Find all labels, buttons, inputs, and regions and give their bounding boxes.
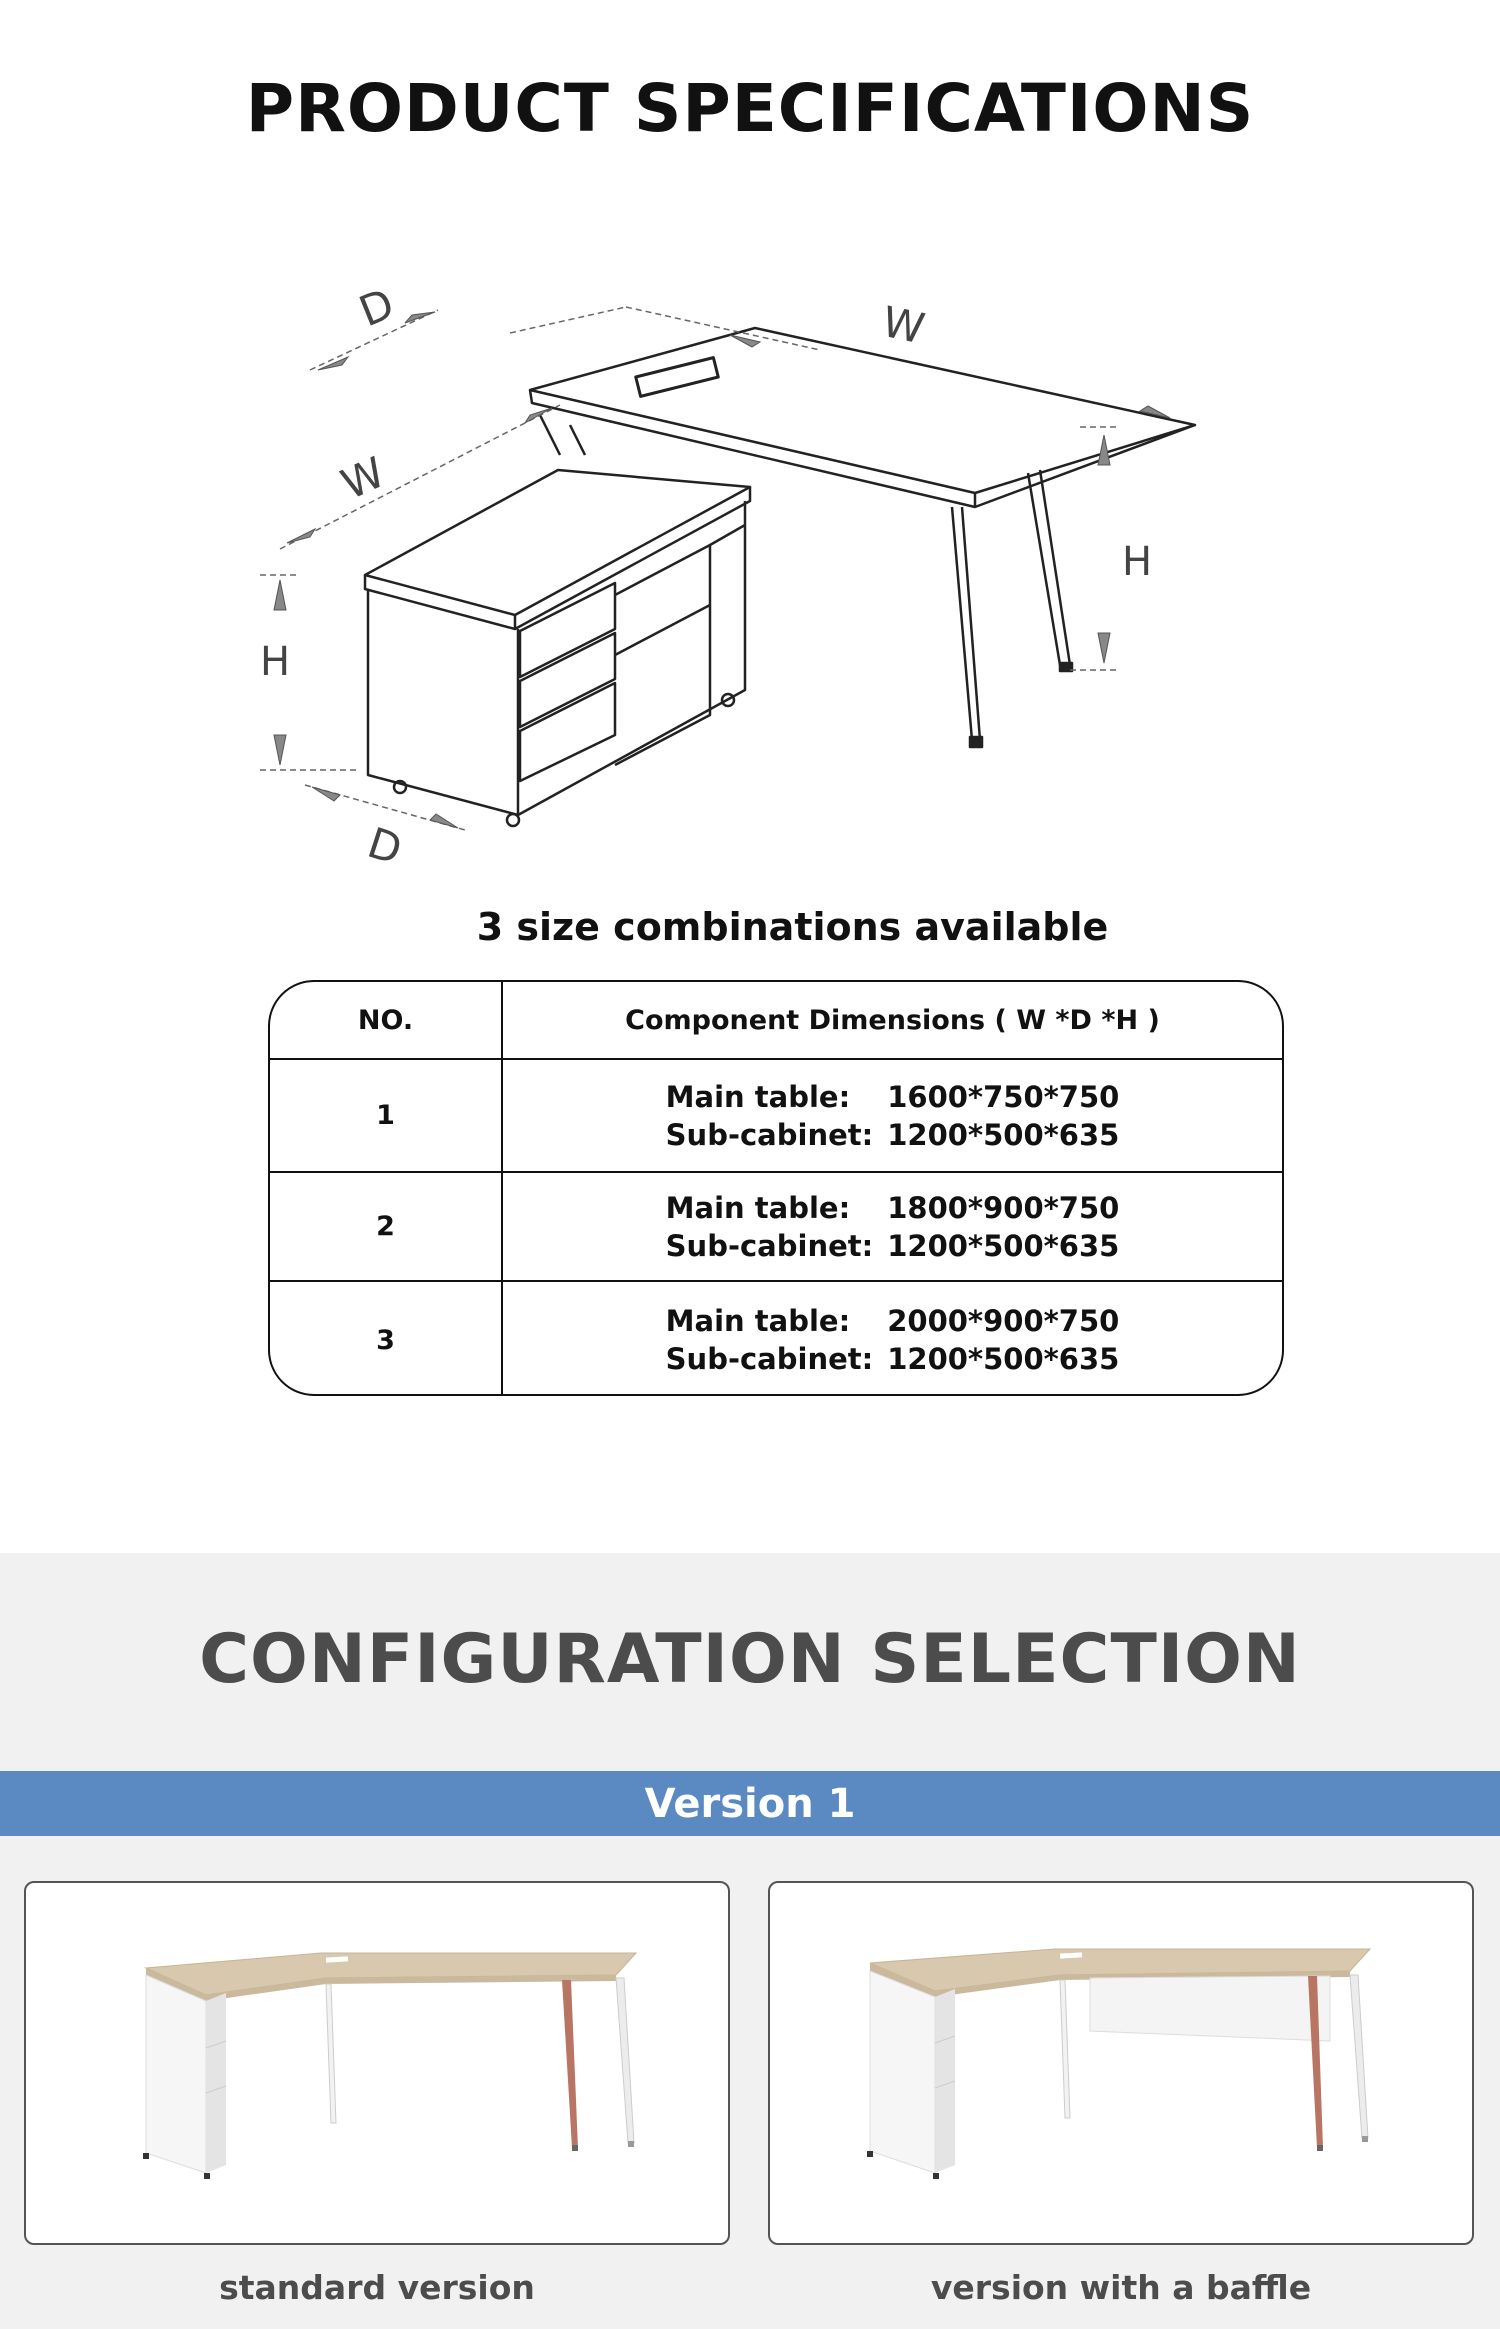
- main-table-top: [530, 328, 1195, 493]
- column-header-no: NO.: [270, 982, 503, 1058]
- main-table-leg: [1028, 470, 1070, 665]
- main-table-label: Main table:: [665, 1304, 851, 1338]
- width-label-main: W: [877, 296, 929, 354]
- drawer: [520, 683, 615, 781]
- sub-cabinet-value: 1200*500*635: [887, 1228, 1120, 1263]
- main-table-label: Main table:: [665, 1079, 851, 1114]
- table-header-row: [270, 982, 1282, 1060]
- baffle-version-caption: version with a baffle: [930, 2268, 1312, 2307]
- width-label-cabinet: W: [334, 447, 393, 510]
- page-title: PRODUCT SPECIFICATIONS: [245, 70, 1255, 147]
- sub-cabinet-value: 1200*500*635: [887, 1342, 1120, 1376]
- main-table-value: 1800*900*750: [887, 1190, 1120, 1225]
- table-row: [270, 1282, 1282, 1396]
- main-table-value: 1600*750*750: [887, 1079, 1120, 1114]
- configuration-title: CONFIGURATION SELECTION: [199, 1620, 1301, 1699]
- row-number: 2: [270, 1173, 503, 1280]
- sub-cabinet-label: Sub-cabinet:: [665, 1228, 874, 1263]
- desk-dimension-diagram: [240, 275, 1280, 875]
- cabinet-top: [365, 470, 750, 615]
- drawer: [520, 633, 615, 727]
- column-header-dimensions: Component Dimensions ( W *D *H ): [625, 1004, 1160, 1036]
- sub-cabinet-value: 1200*500*635: [887, 1117, 1120, 1152]
- depth-label-cabinet: D: [361, 817, 408, 875]
- depth-label-main: D: [352, 278, 401, 337]
- baffle-desk-image: [770, 1883, 1472, 2243]
- main-table-value: 2000*900*750: [887, 1304, 1120, 1338]
- baffle-version-card[interactable]: [768, 1881, 1474, 2245]
- sub-cabinet-label: Sub-cabinet:: [665, 1117, 874, 1152]
- main-table-label: Main table:: [665, 1190, 851, 1225]
- standard-desk-image: [26, 1883, 728, 2243]
- row-number: 3: [270, 1282, 503, 1396]
- row-dimensions: [666, 1191, 1120, 1263]
- version-banner: Version 1: [0, 1771, 1500, 1836]
- row-dimensions: [666, 1304, 1120, 1376]
- main-table-leg: [952, 507, 980, 740]
- cable-port: [636, 358, 718, 397]
- size-combinations-heading: 3 size combinations available: [476, 905, 1109, 949]
- main-table-edge: [530, 390, 1195, 507]
- row-dimensions: [666, 1080, 1120, 1152]
- table-row: [270, 1173, 1282, 1282]
- size-table: [268, 980, 1284, 1396]
- sub-cabinet-label: Sub-cabinet:: [665, 1342, 874, 1376]
- row-number: 1: [270, 1060, 503, 1171]
- standard-version-caption: standard version: [219, 2268, 535, 2307]
- height-label-main: H: [1122, 539, 1153, 585]
- height-label-cabinet: H: [260, 639, 291, 685]
- standard-version-card[interactable]: [24, 1881, 730, 2245]
- table-row: [270, 1060, 1282, 1173]
- drawer: [520, 583, 615, 677]
